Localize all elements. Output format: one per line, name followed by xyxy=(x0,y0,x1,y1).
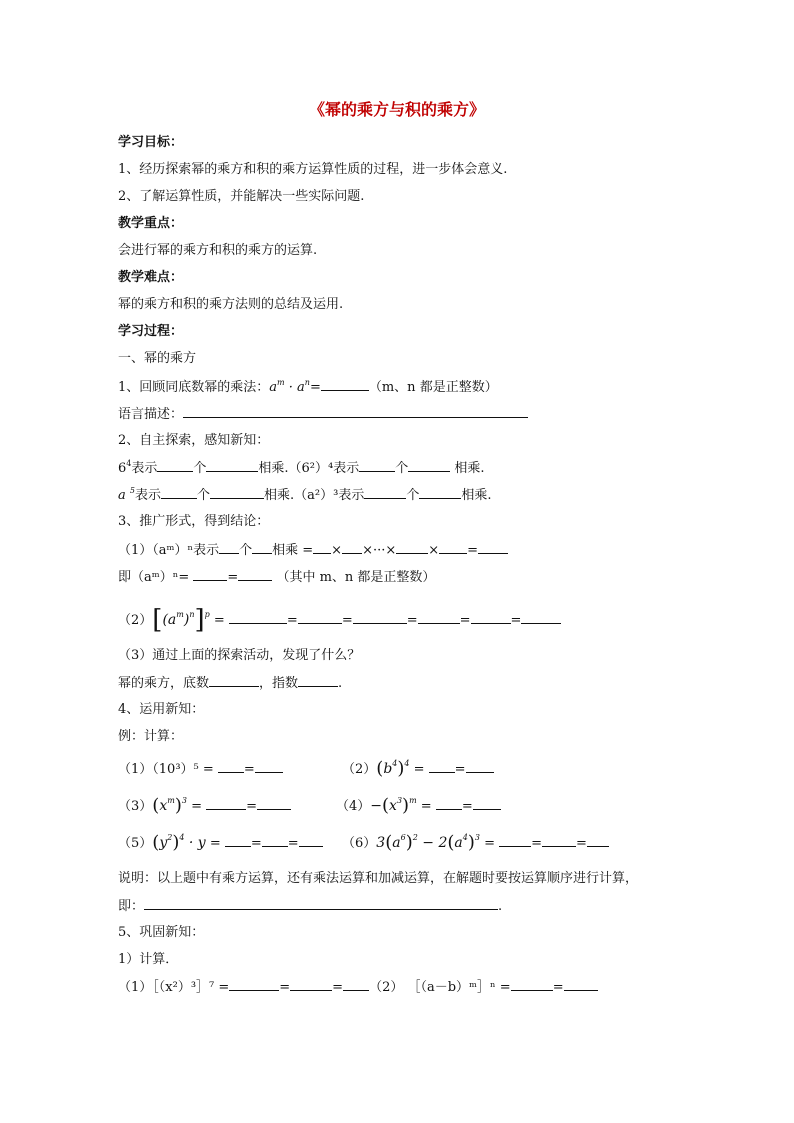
blank-c2-1[interactable] xyxy=(511,978,553,991)
example-4: $(4)-(x^3)^m$ = = xyxy=(336,797,501,816)
blank-e1-2[interactable] xyxy=(255,760,283,773)
blank-g3-5[interactable] xyxy=(471,611,511,624)
note-ji-label: 即： xyxy=(118,899,145,914)
review-formula: $a^m \cdot a^n=$ xyxy=(269,377,321,395)
blank-g2-2[interactable] xyxy=(238,568,272,581)
blank-c1-1[interactable] xyxy=(229,978,279,991)
example-6: $(6)3(a^6)^2 - 2(a^4)^3$ = = = xyxy=(342,834,609,853)
language-blank[interactable] xyxy=(183,405,528,418)
example-5-label: （5） xyxy=(118,836,153,851)
blank-g1-f1[interactable] xyxy=(313,541,331,554)
explore-line-a xyxy=(118,459,485,478)
blank-e6-3[interactable] xyxy=(587,834,609,847)
difficulty-text: 幂的乘方和积的乘方法则的总结及运用. xyxy=(118,297,344,312)
blank-factor-b1[interactable] xyxy=(210,486,264,499)
general-2-suffix: （其中 m、n 都是正整数） xyxy=(276,570,436,585)
example-3: $(3)(x^m)^3$ = = xyxy=(118,797,291,816)
blank-count-b1[interactable] xyxy=(161,486,197,499)
example-5-formula: $(y^2)^4 \cdot y$ xyxy=(152,832,206,853)
expr-6-4: $6^4$ xyxy=(118,458,132,476)
blank-g1-f4[interactable] xyxy=(439,541,467,554)
blank-factor-a1[interactable] xyxy=(206,459,258,472)
general-line-3: $(2)[(a^m)^n]^p$ = = = = = = xyxy=(118,606,561,635)
text-represents: 表示 xyxy=(134,488,161,503)
example-2-formula: $(b^4)^4$ xyxy=(376,758,410,779)
blank-e2-2[interactable] xyxy=(466,760,494,773)
consolidate-heading: 5、巩固新知： xyxy=(118,925,205,940)
review-suffix: （m、n 都是正整数） xyxy=(368,380,498,395)
calc-label: 1）计算． xyxy=(118,952,179,967)
example-6-formula: $3(a^6)^2 - 2(a^4)^3$ xyxy=(376,832,480,853)
example-3-formula: $(x^m)^3$ xyxy=(152,795,187,816)
text-ge: 个 xyxy=(395,461,409,476)
consolidate-1-expr: （1）［（x²）³］⁷ = xyxy=(118,980,230,995)
general-2-prefix: 即（aᵐ）ⁿ= xyxy=(118,570,190,585)
blank-rule-base[interactable] xyxy=(209,674,259,687)
blank-g3-6[interactable] xyxy=(521,611,561,624)
blank-g3-2[interactable] xyxy=(298,611,342,624)
difficulty-heading: 教学难点： xyxy=(118,270,184,285)
language-label: 语言描述： xyxy=(118,407,184,422)
goal-heading: 学习目标： xyxy=(118,135,184,150)
example-2-label: （2） xyxy=(342,762,377,777)
review-line xyxy=(118,378,498,397)
blank-e5-3[interactable] xyxy=(299,834,323,847)
blank-factor-b2[interactable] xyxy=(419,486,461,499)
text-multiply: 相乘. xyxy=(461,488,492,503)
process-heading: 学习过程： xyxy=(118,324,184,339)
blank-c1-3[interactable] xyxy=(343,978,369,991)
goal-item-1: 1、经历探索幂的乘方和积的乘方运算性质的过程，进一步体会意义. xyxy=(118,162,508,177)
nested-power-formula: $[(a^m)^n]^p$ xyxy=(152,605,210,635)
key-heading: 教学重点： xyxy=(118,216,184,231)
rule-prefix: 幂的乘方，底数 xyxy=(118,676,210,691)
explore-heading: 2、自主探索，感知新知： xyxy=(118,433,270,448)
blank-g2-1[interactable] xyxy=(193,568,227,581)
note-ji-line: 即： . xyxy=(118,899,503,914)
blank-rule-exponent[interactable] xyxy=(298,674,338,687)
example-5: $(5)(y^2)^4 \cdot y$ = = = xyxy=(118,834,323,853)
key-text: 会进行幂的乘方和积的乘方的运算. xyxy=(118,243,318,258)
blank-g3-3[interactable] xyxy=(353,611,407,624)
consolidate-line: （1）［（x²）³］⁷ = = = （2） ［（a－b）ᵐ］ⁿ = = xyxy=(118,978,598,997)
blank-e5-2[interactable] xyxy=(262,834,288,847)
blank-e4-1[interactable] xyxy=(436,797,462,810)
example-1: （1）（10³）⁵ = = xyxy=(118,760,283,779)
example-4-label: （4） xyxy=(336,799,371,814)
text-multiply: 相乘.（a²）³表示 xyxy=(264,488,365,503)
blank-e1-1[interactable] xyxy=(218,760,244,773)
blank-e3-2[interactable] xyxy=(257,797,291,810)
review-blank[interactable] xyxy=(321,378,369,391)
text-ge: 个 xyxy=(239,543,253,558)
note-line: 说明：以上题中有乘方运算，还有乘法运算和加减运算，在解题时要按运算顺序进行计算， xyxy=(118,871,639,886)
blank-g1-f2[interactable] xyxy=(342,541,362,554)
example-3-label: （3） xyxy=(118,799,153,814)
general-heading: 3、推广形式，得到结论： xyxy=(118,514,270,529)
example-2: $(2)(b^4)^4$ = = xyxy=(342,760,494,779)
text-multiply-eq: 相乘 = xyxy=(272,543,314,558)
language-line xyxy=(118,405,528,424)
explore-line-b xyxy=(118,486,491,505)
apply-heading: 4、运用新知： xyxy=(118,702,205,717)
blank-e3-1[interactable] xyxy=(206,797,246,810)
text-multiply: 相乘. xyxy=(450,461,485,476)
general-line-2: 即（aᵐ）ⁿ= = （其中 m、n 都是正整数） xyxy=(118,570,436,585)
blank-e6-2[interactable] xyxy=(542,834,576,847)
rule-end: . xyxy=(338,676,343,691)
example-6-label: （6） xyxy=(342,836,377,851)
general-1-prefix: （1）（aᵐ）ⁿ表示 xyxy=(118,543,220,558)
blank-g1-count[interactable] xyxy=(219,541,239,554)
review-prefix: 1、回顾同底数幂的乘法： xyxy=(118,380,270,395)
general-line-1: （1）（aᵐ）ⁿ表示 个 相乘 = × ×···× × = xyxy=(118,541,508,560)
general-3-label: （2） xyxy=(118,613,153,628)
blank-count-a1[interactable] xyxy=(157,459,193,472)
example-1-expr: （1）（10³）⁵ = xyxy=(118,762,214,777)
question-3: （3）通过上面的探索活动，发现了什么？ xyxy=(118,648,361,663)
blank-e2-1[interactable] xyxy=(429,760,455,773)
text-ge: 个 xyxy=(197,488,211,503)
section-1-heading: 一、幂的乘方 xyxy=(118,351,197,366)
blank-e5-1[interactable] xyxy=(225,834,251,847)
blank-e4-2[interactable] xyxy=(473,797,501,810)
expr-a-5: a $^5$ xyxy=(118,485,135,503)
consolidate-2-expr: （2） ［（a－b）ᵐ］ⁿ = xyxy=(369,980,511,995)
blank-g1-f3[interactable] xyxy=(396,541,428,554)
blank-c1-2[interactable] xyxy=(290,978,332,991)
blank-c2-2[interactable] xyxy=(564,978,598,991)
blank-e6-1[interactable] xyxy=(499,834,531,847)
rule-line xyxy=(118,674,342,693)
blank-g1-factor[interactable] xyxy=(252,541,272,554)
blank-g3-4[interactable] xyxy=(418,611,460,624)
blank-order[interactable] xyxy=(144,897,498,910)
blank-g1-result[interactable] xyxy=(478,541,508,554)
goal-item-2: 2、了解运算性质，并能解决一些实际问题. xyxy=(118,189,365,204)
text-ge: 个 xyxy=(193,461,207,476)
text-represents: 表示 xyxy=(131,461,158,476)
example-label: 例：计算： xyxy=(118,729,184,744)
blank-count-a2[interactable] xyxy=(359,459,395,472)
text-ge: 个 xyxy=(406,488,420,503)
document-title: 《幂的乘方与积的乘方》 xyxy=(308,100,485,119)
rule-mid: ，指数 xyxy=(259,676,299,691)
blank-g3-1[interactable] xyxy=(229,611,287,624)
example-4-formula: $-(x^3)^m$ xyxy=(370,795,417,816)
text-multiply: 相乘.（6²）⁴表示 xyxy=(258,461,360,476)
blank-factor-a2[interactable] xyxy=(408,459,450,472)
blank-count-b2[interactable] xyxy=(364,486,406,499)
